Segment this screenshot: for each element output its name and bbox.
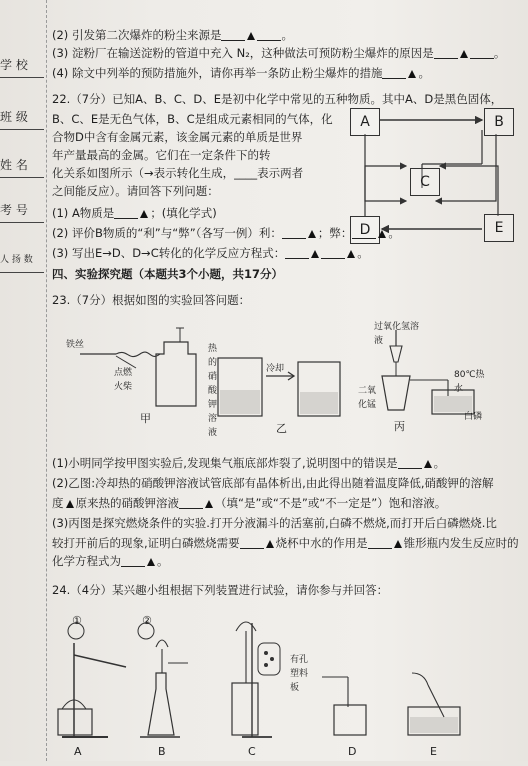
- label-hot: 热的硝酸钾溶液: [208, 344, 218, 438]
- name-field: 姓 名: [0, 158, 44, 172]
- answer-marker-icon: [394, 540, 402, 548]
- answer-blank[interactable]: [434, 48, 458, 59]
- diagram-node-c: C: [410, 168, 440, 196]
- q23-3e: 化学方程式为 。: [52, 554, 169, 568]
- diagram-node-e: E: [484, 214, 514, 242]
- q21-3: (3) 淀粉厂在输送淀粉的管道中充入 N₂，这种做法可预防粉尘爆炸的原因是 。: [52, 46, 506, 60]
- q22-line5: 化关系如图所示（→表示转化生成，____表示两者: [52, 166, 304, 180]
- answer-marker-icon: [247, 32, 255, 40]
- answer-blank[interactable]: [257, 30, 281, 41]
- answer-blank[interactable]: [179, 498, 203, 509]
- answer-marker-icon: [66, 500, 74, 508]
- label-water: 80℃热水: [454, 370, 485, 394]
- answer-marker-icon: [460, 50, 468, 58]
- answer-blank[interactable]: [282, 228, 306, 239]
- answer-blank[interactable]: [382, 68, 406, 79]
- diagram-node-d: D: [350, 216, 380, 244]
- q22-3: (3) 写出E→D、D→C转化的化学反应方程式： 。: [52, 246, 369, 260]
- label-jia: 甲: [140, 412, 151, 425]
- q22-line4: 年产量最高的金属。它们在一定条件下的转: [52, 148, 271, 162]
- answer-blank[interactable]: [398, 458, 422, 469]
- q22-2: (2) 评价B物质的“利”与“弊”（各写一例）利： ；弊： 。: [52, 226, 400, 240]
- answer-blank[interactable]: [321, 248, 345, 259]
- q23-3a: (3)丙图是探究燃烧条件的实验.打开分液漏斗的活塞前,白磷不燃烧,而打开后白磷燃烧.比: [52, 516, 497, 530]
- q23-2b: 度 原来热的硝酸钾溶液 （填“是”或“不是”或“不一定是”）饱和溶液。: [52, 496, 447, 510]
- answer-marker-icon: [347, 250, 355, 258]
- q23-intro: 23.（7分）根据如图的实验回答问题：: [52, 293, 251, 307]
- label-mno2: 二氧化锰: [358, 386, 377, 410]
- reaction-diagram: [350, 106, 518, 246]
- q23-2a: (2)乙图:冷却热的硝酸钾溶液试管底部有晶体析出,由此得出随着温度降低,硝酸钾的溶解: [52, 476, 494, 490]
- label-d: D: [348, 745, 357, 758]
- answer-marker-icon: [308, 230, 316, 238]
- answer-marker-icon: [424, 460, 432, 468]
- binding-strip: [0, 0, 47, 761]
- answer-blank[interactable]: [240, 538, 264, 549]
- q22-line2: B、C、E是无色气体，B、C是组成元素相同的气体，化: [52, 112, 333, 126]
- binding-note: 人 扬 数: [0, 253, 44, 267]
- answer-marker-icon: [140, 210, 148, 218]
- label-burn: 点燃火柴: [114, 368, 133, 392]
- q22-intro: 22.（7分）已知A、B、C、D、E是初中化学中常见的五种物质。其中A、D是黑色固体，: [52, 92, 503, 106]
- diagram-node-a: A: [350, 108, 380, 136]
- answer-blank[interactable]: [121, 556, 145, 567]
- diagram-node-b: B: [484, 108, 514, 136]
- label-yi: 乙: [276, 422, 287, 435]
- answer-blank[interactable]: [368, 538, 392, 549]
- answer-marker-icon: [205, 500, 213, 508]
- class-field: 班 级: [0, 110, 44, 124]
- q21-4: (4) 除文中列举的预防措施外，请你再举一条防止粉尘爆炸的措施 。: [52, 66, 430, 80]
- label-porous: 有孔塑料板: [290, 655, 309, 693]
- q24-apparatus: [52, 613, 512, 763]
- answer-blank[interactable]: [285, 248, 309, 259]
- q23-1: (1)小明同学按甲图实验后,发现集气瓶底部炸裂了,说明图中的错误是 。: [52, 456, 446, 470]
- label-h2o2: 过氧化氢溶液: [374, 322, 420, 346]
- exam-number-field: 考 号: [0, 203, 44, 217]
- answer-blank[interactable]: [114, 208, 138, 219]
- section-title-four: 四、实验探究题（本题共3个小题，共17分）: [52, 267, 284, 281]
- label-bing: 丙: [394, 420, 405, 433]
- label-iron: 铁丝: [66, 340, 85, 350]
- q21-2: (2) 引发第二次爆炸的粉尘来源是 。: [52, 28, 293, 42]
- label-circle-two: ②: [142, 614, 152, 627]
- q24-intro: 24.（4分）某兴趣小组根据下列装置进行试验，请你参与并回答：: [52, 583, 389, 597]
- label-white-p: 白磷: [464, 412, 483, 422]
- school-field: 学 校: [0, 58, 44, 72]
- q23-apparatus: [56, 320, 496, 438]
- q22-1: (1) A物质是 ；(填化学式): [52, 206, 217, 220]
- answer-marker-icon: [266, 540, 274, 548]
- answer-marker-icon: [311, 250, 319, 258]
- label-b: B: [158, 745, 166, 758]
- label-e: E: [430, 745, 437, 758]
- q23-3b: 较打开前后的现象,证明白磷燃烧需要 烧杯中水的作用是 锥形瓶内发生反应时的: [52, 536, 519, 550]
- label-cool: 冷却: [266, 364, 285, 374]
- answer-marker-icon: [408, 70, 416, 78]
- label-a: A: [74, 745, 82, 758]
- answer-blank[interactable]: [352, 228, 376, 239]
- label-circle-one: ①: [72, 614, 82, 627]
- q22-line3: 合物D中含有金属元素，该金属元素的单质是世界: [52, 130, 303, 144]
- answer-marker-icon: [378, 230, 386, 238]
- answer-marker-icon: [147, 558, 155, 566]
- answer-blank[interactable]: [470, 48, 494, 59]
- q24-apparatus-drawing: [52, 613, 512, 763]
- answer-blank[interactable]: [221, 30, 245, 41]
- label-c: C: [248, 745, 256, 758]
- q22-line6: 之间能反应）。请回答下列问题：: [52, 184, 219, 198]
